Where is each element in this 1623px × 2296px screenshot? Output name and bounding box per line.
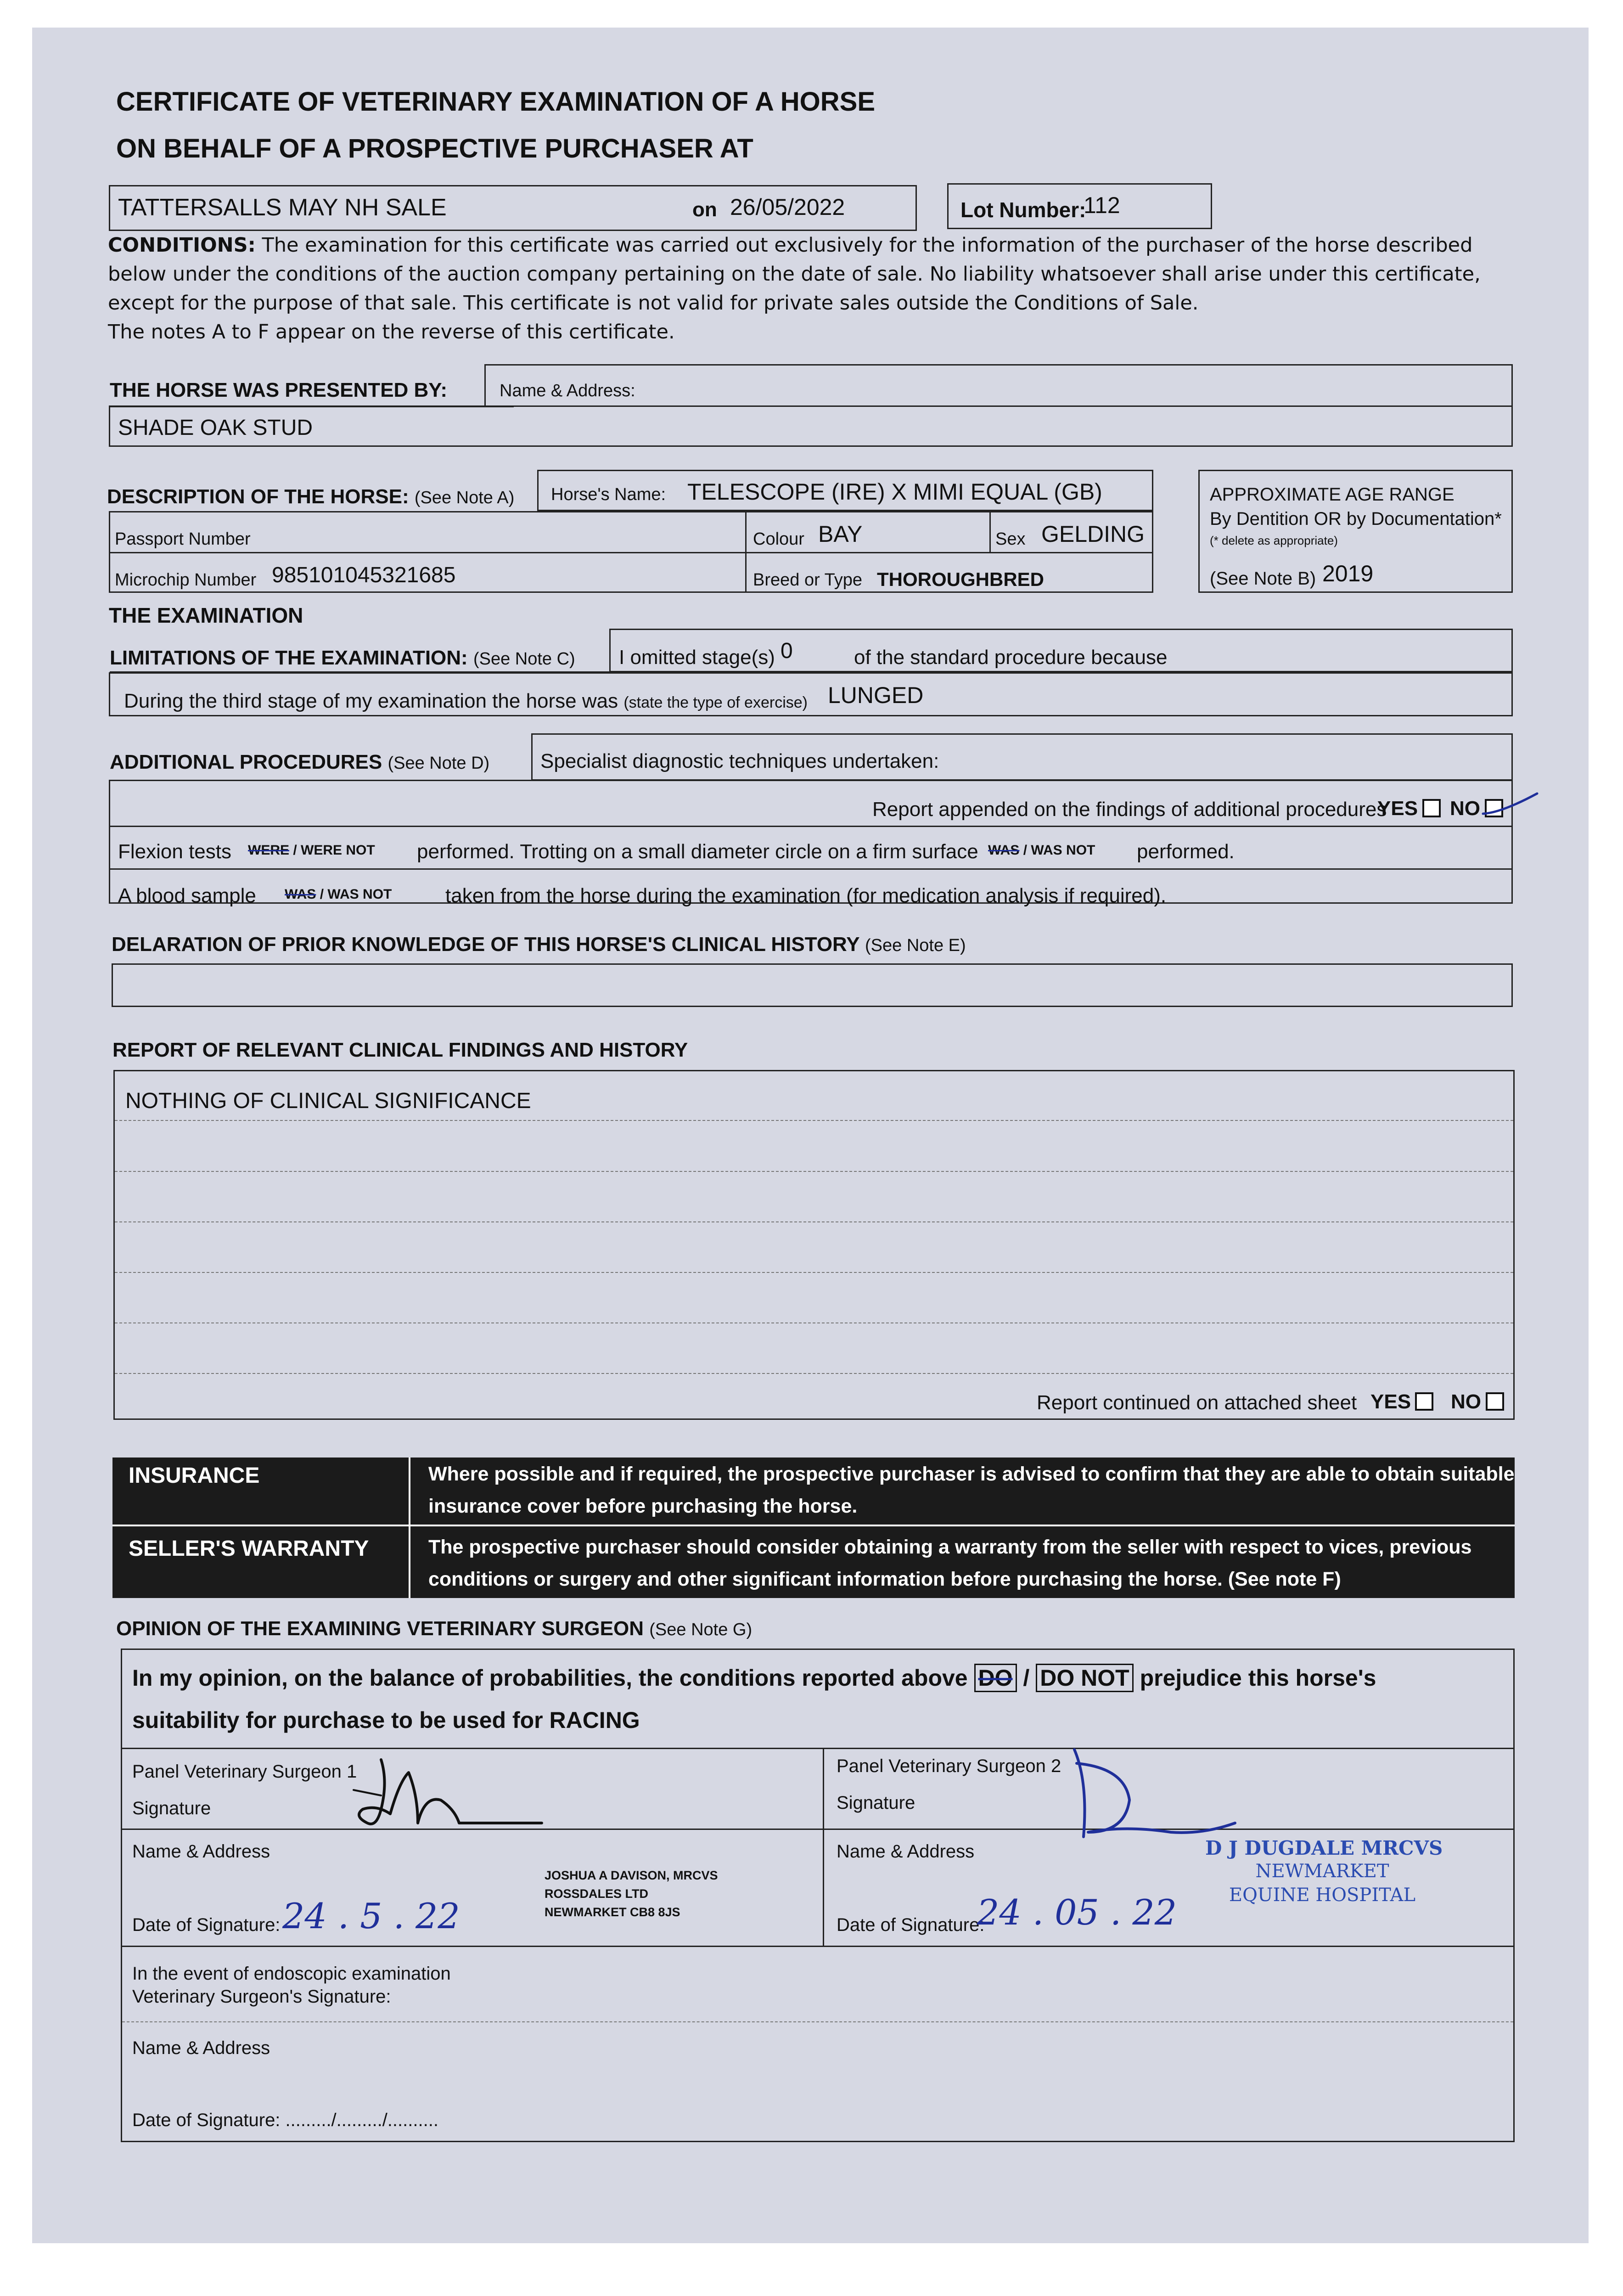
report-rule-1 [115,1120,1513,1121]
age-line-3: (* delete as appropriate) [1210,534,1338,547]
surgeon-1-stamp-line-2: ROSSDALES LTD [545,1887,649,1901]
declaration-note: (See Note E) [865,936,966,955]
insurance-label: INSURANCE [129,1463,260,1488]
limitations-note: (See Note C) [473,649,575,669]
surgeon-2-stamp-line-2: NEWMARKET [1255,1861,1389,1882]
opinion-line-1 [132,1665,1376,1691]
microchip-value: 985101045321685 [272,563,456,587]
third-stage-label-text: During the third stage of my examination the horse was [124,690,618,712]
specialist-label: Specialist diagnostic techniques undertaken: [540,750,939,772]
conditions-label: CONDITIONS: [108,234,256,257]
surgeon-1-signature-icon [349,1754,624,1837]
description-label [107,485,514,508]
sale-on-label: on [692,198,717,221]
insurance-line-2: insurance cover before purchasing the horse. [428,1495,858,1517]
presented-label: THE HORSE WAS PRESENTED BY: [110,379,448,401]
surgeon-row-bottom [121,1946,1515,1947]
surgeon-1-label: Panel Veterinary Surgeon 1 [132,1761,357,1782]
report-rule-3 [115,1221,1513,1222]
report-value: NOTHING OF CLINICAL SIGNIFICANCE [125,1089,531,1113]
declaration-label [112,933,966,956]
sex-col [989,511,991,552]
opinion-line-1-start: In my opinion, on the balance of probabilities, the conditions reported above [132,1665,968,1691]
horse-name-value: TELESCOPE (IRE) X MIMI EQUAL (GB) [687,479,1102,505]
opinion-line-1-end: prejudice this horse's [1140,1665,1376,1691]
certificate-sheet [32,28,1589,2243]
conditions-text-1: The examination for this certificate was carried out exclusively for the information of the purchaser of the horse described [255,234,1473,257]
presented-value-box [109,405,1513,447]
horse-name-label: Horse's Name: [551,485,666,504]
breed-value: THOROUGHBRED [877,568,1044,590]
microchip-label: Microchip Number [115,570,257,590]
third-stage-label [124,690,808,713]
colour-value: BAY [818,521,863,547]
surgeon-2-stamp-line-3: EQUINE HOSPITAL [1229,1885,1416,1906]
blood-was-not: / WAS NOT [320,887,392,902]
blood-was: WAS [285,887,316,902]
report-appended-no-label: NO [1450,797,1480,820]
warranty-label: SELLER'S WARRANTY [129,1536,369,1561]
age-title: APPROXIMATE AGE RANGE [1210,484,1455,505]
surgeon-2-date: 24 . 05 . 22 [977,1892,1177,1933]
report-rule-4 [115,1272,1513,1273]
flexion-options [248,843,375,858]
endoscopic-line-1: In the event of endoscopic examination [132,1964,451,1984]
opinion-label [116,1617,752,1640]
age-value: 2019 [1322,561,1374,586]
surgeon-1-stamp-line-3: NEWMARKET CB8 8JS [545,1905,680,1919]
limitations-label-text: LIMITATIONS OF THE EXAMINATION: [110,647,468,669]
flexion-were: WERE [248,843,289,858]
surgeon-row-mid [121,1829,1515,1830]
surgeon-2-date-label: Date of Signature: [837,1915,985,1935]
endo-rule [122,2021,1513,2022]
passport-grid-divider [109,552,1153,553]
age-line-2: By Dentition OR by Documentation* [1210,509,1502,529]
surgeon-2-label: Panel Veterinary Surgeon 2 [837,1756,1061,1776]
omitted-value: 0 [781,639,793,663]
omitted-label: I omitted stage(s) [619,646,775,669]
surgeon-2-signature-label: Signature [837,1793,915,1813]
age-note: (See Note B) [1210,568,1316,589]
title-line-2: ON BEHALF OF A PROSPECTIVE PURCHASER AT [116,134,753,163]
surgeon-1-date: 24 . 5 . 22 [282,1896,460,1936]
conditions-line-3: except for the purpose of that sale. This certificate is not valid for private sales outside the Conditions of Sale. [108,292,1199,315]
passport-label: Passport Number [115,529,251,549]
presented-value: SHADE OAK STUD [118,416,313,440]
third-stage-value: LUNGED [828,682,924,708]
breed-label: Breed or Type [753,570,863,590]
no-checkmark-icon [1478,785,1543,827]
report-continued-yes-label: YES [1370,1390,1411,1413]
report-continued-no-checkbox[interactable] [1486,1392,1504,1411]
endoscopic-line-2: Veterinary Surgeon's Signature: [132,1986,391,2007]
surgeon-1-stamp-line-1: JOSHUA A DAVISON, MRCVS [545,1868,718,1882]
conditions-line-4: The notes A to F appear on the reverse of this certificate. [108,321,675,343]
trot-options [988,843,1095,858]
presented-name-address-label: Name & Address: [500,381,635,400]
opinion-line-2: suitability for purchase to be used for RACING [132,1707,640,1733]
conditions-line-2: below under the conditions of the auction company pertaining on the date of sale. No liability whatsoever shall arise under this certificate, [108,263,1481,286]
opinion-label-text: OPINION OF THE EXAMINING VETERINARY SURGEON [116,1617,644,1640]
report-continued-label: Report continued on attached sheet [1037,1391,1357,1414]
additional-note: (See Note D) [387,754,490,773]
blood-options [285,887,392,902]
report-box [113,1070,1515,1420]
surgeon-row-top [121,1748,1515,1749]
report-appended-yes-label: YES [1377,797,1418,820]
conditions-line-1 [108,234,1472,257]
trot-was: WAS [988,843,1020,858]
surgeon-2-signature-icon [1056,1745,1249,1841]
surgeon-1-name-address-label: Name & Address [132,1841,270,1862]
trot-was-not: / WAS NOT [1023,843,1095,858]
additional-grid-row-1 [109,826,1513,827]
trot-end: performed. [1137,840,1235,863]
additional-grid-row-2 [109,868,1513,870]
declaration-label-text: DELARATION OF PRIOR KNOWLEDGE OF THIS HORSE'S CLINICAL HISTORY [112,933,859,956]
description-label-text: DESCRIPTION OF THE HORSE: [107,485,409,508]
sale-date: 26/05/2022 [730,194,845,220]
surgeon-2-name-address-label: Name & Address [837,1841,975,1862]
additional-label-text: ADDITIONAL PROCEDURES [110,751,382,773]
opinion-note: (See Note G) [649,1620,753,1639]
surgeon-col-divider [823,1748,824,1946]
third-stage-note: (state the type of exercise) [623,694,808,711]
report-continued-no-label: NO [1451,1390,1481,1413]
flexion-mid: performed. Trotting on a small diameter circle on a firm surface [417,840,978,863]
warranty-line-1: The prospective purchaser should consider obtaining a warranty from the seller with respect to vices, previous [428,1536,1472,1558]
warranty-line-2: conditions or surgery and other significant information before purchasing the horse. (See note F) [428,1568,1341,1590]
report-continued-yes-checkbox[interactable] [1415,1392,1433,1411]
passport-grid-col [745,511,747,593]
colour-label: Colour [753,529,804,549]
title-line-1: CERTIFICATE OF VETERINARY EXAMINATION OF A HORSE [116,87,876,117]
blood-end: taken from the horse during the examination (for medication analysis if required). [445,884,1167,907]
report-rule-6 [115,1373,1513,1374]
report-rule-5 [115,1322,1513,1323]
blood-label: A blood sample [118,884,256,907]
report-appended-yes-checkbox[interactable] [1422,799,1441,817]
report-appended-label: Report appended on the findings of additional procedures [872,798,1387,821]
description-note: (See Note A) [414,488,515,507]
endoscopic-name-address-label: Name & Address [132,2038,270,2058]
opinion-do-not[interactable]: DO NOT [1036,1664,1133,1692]
presented-name-box [484,364,1513,407]
panel-divider-h [112,1525,1515,1526]
declaration-box[interactable] [112,963,1513,1007]
report-rule-2 [115,1171,1513,1172]
sex-label: Sex [995,529,1026,549]
examination-title: THE EXAMINATION [109,603,303,627]
opinion-do[interactable]: DO [974,1664,1017,1692]
panel-divider-v [409,1458,410,1598]
sex-value: GELDING [1041,521,1145,547]
surgeon-2-stamp-line-1: D J DUGDALE MRCVS [1205,1837,1443,1859]
endoscopic-date-label: Date of Signature: ........./........./.......... [132,2110,438,2130]
surgeon-1-signature-label: Signature [132,1798,211,1818]
lot-number: 112 [1084,192,1120,218]
surgeon-1-date-label: Date of Signature: [132,1915,281,1935]
limitations-label [110,647,575,670]
report-label: REPORT OF RELEVANT CLINICAL FINDINGS AND HISTORY [112,1039,688,1061]
flexion-label: Flexion tests [118,840,231,863]
opinion-slash: / [1023,1665,1030,1691]
sale-name: TATTERSALLS MAY NH SALE [118,194,447,221]
insurance-line-1: Where possible and if required, the prospective purchaser is advised to confirm that they are able to obtain suitable [428,1463,1515,1485]
lot-label: Lot Number: [960,198,1086,222]
omitted-suffix: of the standard procedure because [854,646,1168,669]
additional-label [110,751,489,774]
flexion-were-not: / WERE NOT [293,843,375,858]
